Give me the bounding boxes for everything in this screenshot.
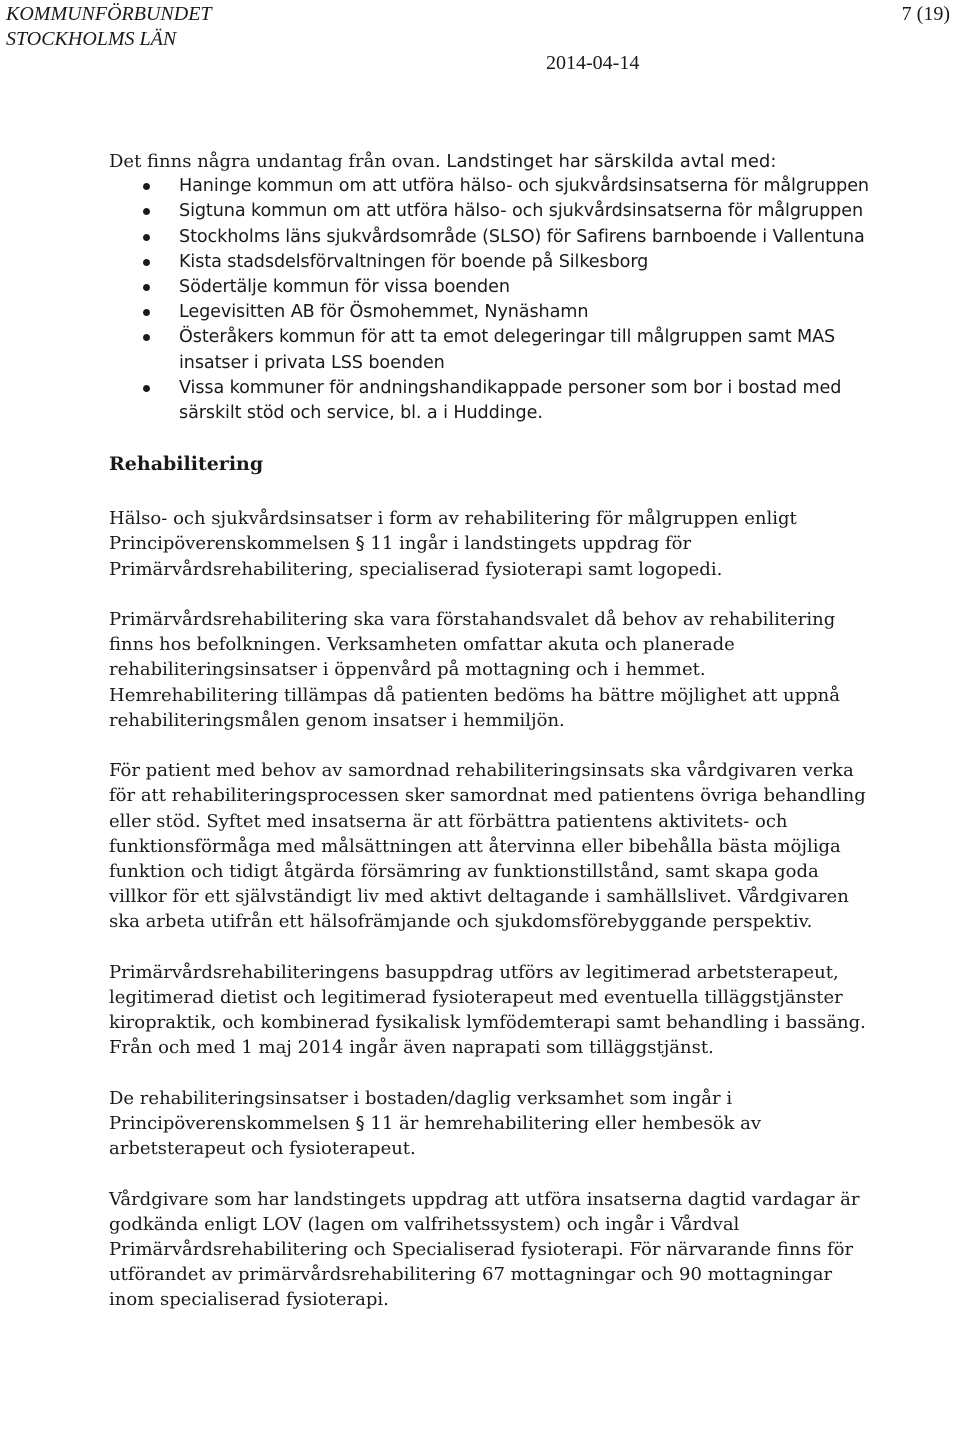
section-sign: § xyxy=(355,533,365,555)
bullet-icon xyxy=(143,334,150,341)
list-item-text: Kista stadsdelsförvaltningen för boende på Silkesborg xyxy=(179,251,649,272)
list-item-text: Legevisitten AB för Ösmohemmet, Nynäshamn xyxy=(179,302,589,323)
paragraph-5-text-b: 11 är hemrehabilitering eller hembesök av arbetsterapeut och fysioterapeut. xyxy=(109,1113,762,1160)
bullet-icon xyxy=(143,234,150,241)
document-body xyxy=(109,149,869,1313)
paragraph-3: För patient med behov av samordnad rehabiliteringsinsats ska vårdgivaren verka för att rehabiliteringsprocessen sker samordnat med patientens övriga behandling eller stöd. Syftet med insatserna är att förbättra patientens aktivitets- och funktionsförmåga med målsättningen att återvinna eller bibehålla bästa möjliga funktion och tidigt åtgärda försämring av funktionstillstånd, samt skapa goda villkor för ett självständigt liv med aktivt deltagande i samhällslivet. Vårdgivaren ska arbeta utifrån ett hälsofrämjande och sjukdomsförebyggande perspektiv. xyxy=(109,760,866,933)
bullet-icon xyxy=(143,385,150,392)
paragraph-5 xyxy=(109,1086,869,1162)
paragraph-1-text-a: Hälso- och sjukvårdsinsatser i form av rehabilitering för målgruppen enligt Principöverenskommelsen xyxy=(109,508,797,555)
organization-line-1: KOMMUNFÖRBUNDET xyxy=(6,3,212,25)
list-item xyxy=(109,174,869,199)
bullet-icon xyxy=(143,259,150,266)
list-item xyxy=(109,275,869,300)
bullet-icon xyxy=(143,309,150,316)
list-item xyxy=(109,300,869,325)
intro-text-a: Det finns några undantag från ovan. xyxy=(109,151,447,172)
list-item-text: Vissa kommuner för andningshandikappade personer som bor i bostad med särskilt stöd och service, bl. a i Huddinge. xyxy=(179,377,842,424)
section-sign: § xyxy=(355,1113,365,1135)
list-item-text: Stockholms läns sjukvårdsområde (SLSO) för Safirens barnboende i Vallentuna xyxy=(179,226,865,247)
page-number: 7 (19) xyxy=(901,3,950,25)
list-item xyxy=(109,376,869,426)
list-item xyxy=(109,250,869,275)
bullet-icon xyxy=(143,284,150,291)
list-item-text: Haninge kommun om att utföra hälso- och sjukvårdsinsatserna för målgruppen xyxy=(179,176,869,197)
paragraph-1-text-b: 11 ingår i landstingets uppdrag för Primärvårdsrehabilitering, specialiserad fysioterapi samt logopedi. xyxy=(109,533,723,580)
list-item xyxy=(109,199,869,224)
section-heading: Rehabilitering xyxy=(109,453,264,476)
organization-name xyxy=(6,2,212,52)
list-item xyxy=(109,325,869,375)
list-item-text: Sigtuna kommun om att utföra hälso- och sjukvårdsinsatserna för målgruppen xyxy=(179,201,863,222)
exceptions-list xyxy=(109,174,869,426)
bullet-icon xyxy=(143,183,150,190)
paragraph-2: Primärvårdsrehabilitering ska vara förstahandsvalet då behov av rehabilitering finns hos befolkningen. Verksamheten omfattar akuta och planerade rehabiliteringsinsatser i öppenvård på mottagning och i hemmet. Hemrehabilitering tillämpas då patienten bedöms ha bättre möjlighet att uppnå rehabiliteringsmålen genom insatser i hemmiljön. xyxy=(109,609,840,731)
organization-line-2: STOCKHOLMS LÄN xyxy=(6,28,177,50)
page-header xyxy=(0,0,960,80)
paragraph-4: Primärvårdsrehabiliteringens basuppdrag utförs av legitimerad arbetsterapeut, legitimerad dietist och legitimerad fysioterapeut med eventuella tilläggstjänster kiropraktik, och kombinerad fysikalisk lymfödemterapi samt behandling i bassäng. Från och med 1 maj 2014 ingår även naprapati som tilläggstjänst. xyxy=(109,961,866,1059)
list-item xyxy=(109,225,869,250)
document-date: 2014-04-14 xyxy=(546,52,640,74)
paragraph-6: Vårdgivare som har landstingets uppdrag att utföra insatserna dagtid vardagar är godkända enligt LOV (lagen om valfrihetssystem) och ingår i Vårdval Primärvårdsrehabilitering och Specialiserad fysioterapi. För närvarande finns för utförandet av primärvårdsrehabilitering 67 mottagningar och 90 mottagningar inom specialiserad fysioterapi. xyxy=(109,1188,860,1311)
intro-paragraph xyxy=(109,149,869,174)
list-item-text: Österåkers kommun för att ta emot delegeringar till målgruppen samt MAS insatser i privata LSS boenden xyxy=(179,327,836,373)
bullet-icon xyxy=(143,208,150,215)
paragraph-5-text-a: De rehabiliteringsinsatser i bostaden/daglig verksamhet som ingår i Principöverenskommelsen xyxy=(109,1087,733,1135)
paragraph-1 xyxy=(109,506,869,582)
list-item-text: Södertälje kommun för vissa boenden xyxy=(179,277,510,298)
intro-text-b: Landstinget har särskilda avtal med: xyxy=(446,151,777,172)
